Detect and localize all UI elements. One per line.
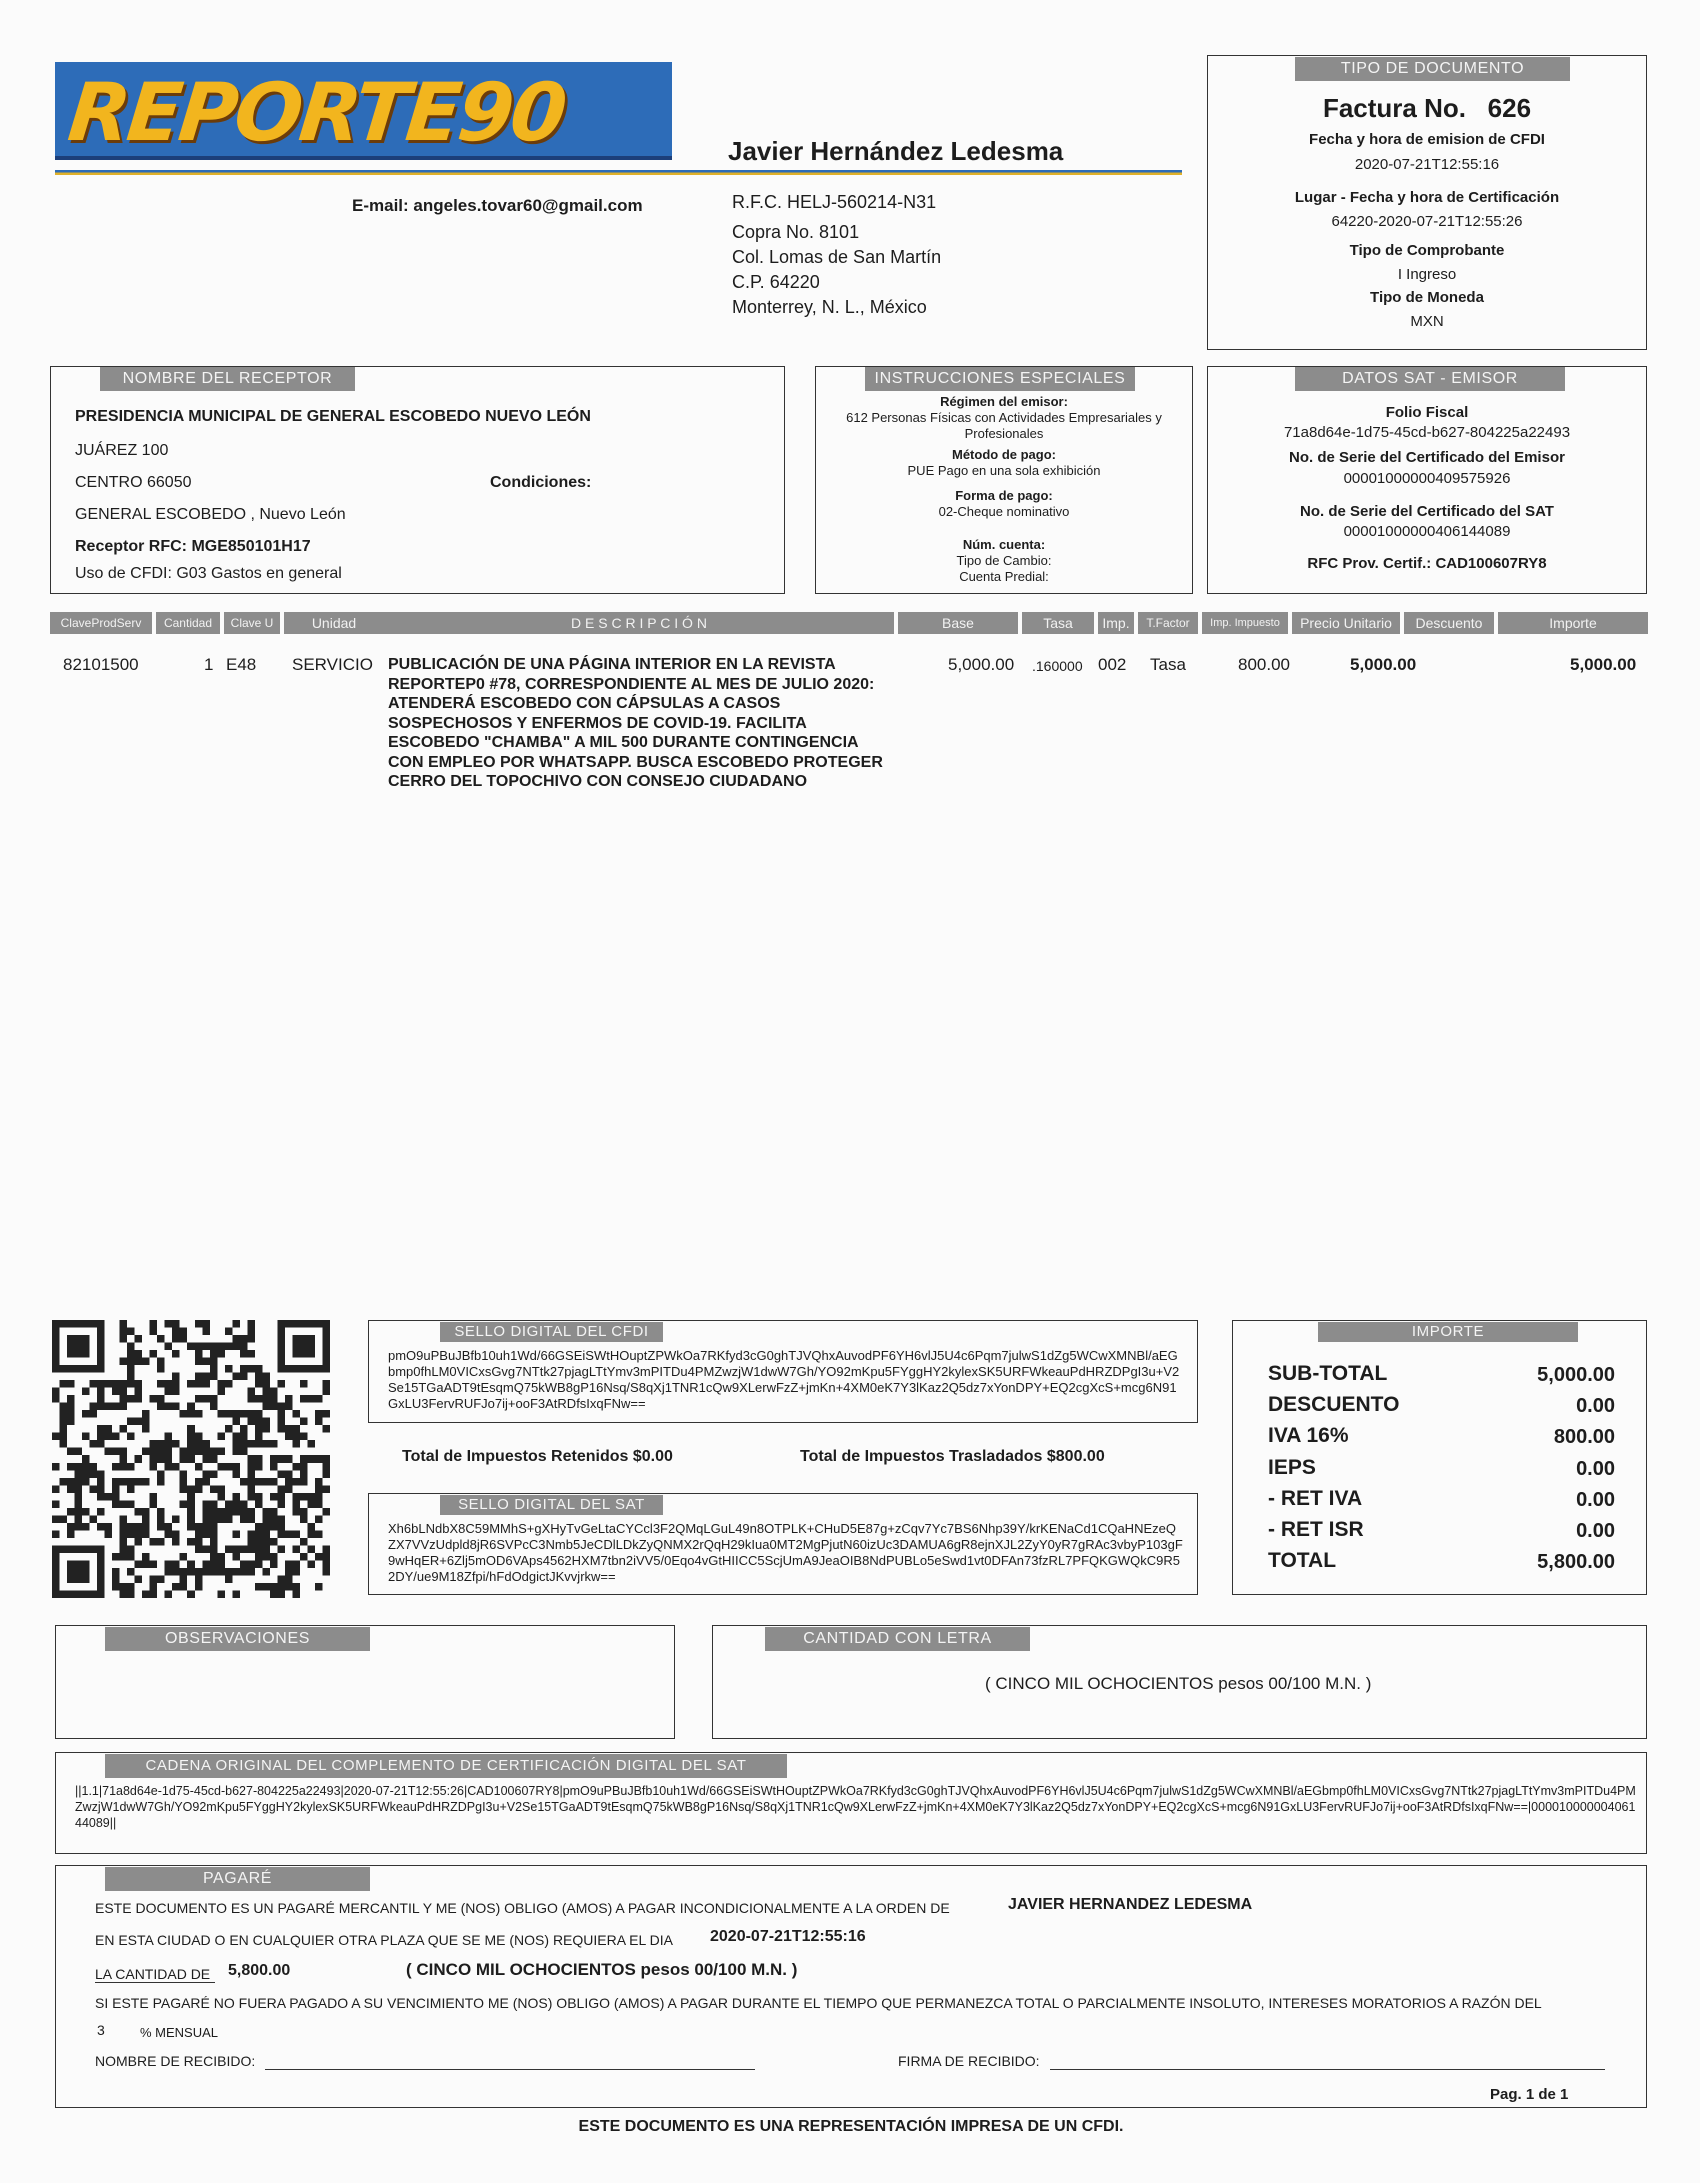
- receptor-name: PRESIDENCIA MUNICIPAL DE GENERAL ESCOBEDO NUEVO LEÓN: [75, 408, 591, 425]
- col-header-imp: Imp.: [1098, 612, 1134, 634]
- pagare-line1: ESTE DOCUMENTO ES UN PAGARÉ MERCANTIL Y ME (NOS) OBLIGO (AMOS) A PAGAR INCONDICIONALMENTE A LA ORDEN DE: [95, 1900, 950, 1916]
- emisor-email: E-mail: angeles.tovar60@gmail.com: [352, 196, 643, 215]
- header-rule: [55, 170, 1182, 175]
- row-tasa: .160000: [1032, 658, 1083, 674]
- col-header-precio: Precio Unitario: [1292, 612, 1400, 634]
- ret-isr-label: - RET ISR: [1268, 1518, 1364, 1541]
- observaciones-tab: OBSERVACIONES: [105, 1627, 370, 1651]
- emisor-city: Monterrey, N. L., México: [732, 297, 927, 317]
- emisor-cp: C.P. 64220: [732, 272, 820, 292]
- ieps-label: IEPS: [1268, 1456, 1316, 1479]
- emisor-rfc: R.F.C. HELJ-560214-N31: [732, 192, 937, 212]
- serie-emisor-label: No. de Serie del Certificado del Emisor: [1289, 449, 1565, 466]
- pagare-firma-label: FIRMA DE RECIBIDO:: [898, 2053, 1040, 2069]
- col-header-tasa: Tasa: [1022, 612, 1094, 634]
- serie-emisor-value: 00001000000409575926: [1343, 470, 1511, 487]
- row-tfactor: Tasa: [1150, 655, 1186, 674]
- regimen-value: 612 Personas Físicas con Actividades Empresariales y Profesionales: [846, 410, 1162, 441]
- tipo-documento-tab: TIPO DE DOCUMENTO: [1295, 57, 1570, 81]
- iva-value: 800.00: [1553, 1426, 1615, 1448]
- predial-label: Cuenta Predial:: [959, 569, 1049, 584]
- metodo-value: PUE Pago en una sola exhibición: [907, 463, 1101, 478]
- col-header-descuento: Descuento: [1404, 612, 1494, 634]
- sello-cfdi-tab: SELLO DIGITAL DEL CFDI: [440, 1322, 663, 1342]
- moneda-value: MXN: [1410, 313, 1444, 330]
- cantidad-letra-text: ( CINCO MIL OCHOCIENTOS pesos 00/100 M.N. ): [985, 1674, 1372, 1693]
- importe-tab: IMPORTE: [1318, 1322, 1578, 1342]
- folio-label: Folio Fiscal: [1385, 404, 1469, 421]
- pagare-cantidad: 5,800.00: [228, 1962, 291, 1979]
- col-header-clave-u: Clave U: [224, 612, 280, 634]
- col-header-unidad: Unidad: [284, 612, 384, 634]
- cambio-label: Tipo de Cambio:: [956, 553, 1052, 568]
- col-header-descripcion: D E S C R I P C I Ó N: [384, 612, 894, 634]
- receptor-uso-cfdi: Uso de CFDI: G03 Gastos en general: [75, 565, 342, 582]
- qr-code: [52, 1320, 330, 1598]
- emisor-name: Javier Hernández Ledesma: [728, 136, 1064, 166]
- cadena-text: ||1.1|71a8d64e-1d75-45cd-b627-804225a22493|2020-07-21T12:55:26|CAD100607RY8|pmO9uPBuJBfb10uh1Wd/66GSEiSWtHOuptZPWkOa7RKfyd3cG0ghTJVQhxAuvodPF6YH6vlJ5U4c6Pqm7julwS1dZg5WCwXMNBl/aEGbmp0fhLM0VICxsGvg7NTtk27pjagLTtYmv3mPITDu4PMZwzjW1dwW7Gh/YO92mKpu5FYggHY2kylexSK5URFWkeauPdHRZDPgI3u+V2Se15TGaADT9tEsqmQ75kWB8gP16Nsq/S8qXj1TNR1cQw9XLerwFzZ+jmKn+4XM0eK7Y3lKaz2Q5dz7xYonDPY+EQ2cgXcS+mcg6N91GxLU3FervRUFJo7ij+ooF3AtRDfsIxqFNw==|00001000000406144089||: [75, 1784, 1636, 1830]
- total-label: TOTAL: [1268, 1549, 1337, 1572]
- instrucciones-tab: INSTRUCCIONES ESPECIALES: [865, 367, 1135, 391]
- impuestos-trasladados: Total de Impuestos Trasladados $800.00: [800, 1448, 1105, 1465]
- row-unidad: SERVICIO: [292, 655, 373, 674]
- pagare-tasa-label: % MENSUAL: [140, 2025, 219, 2040]
- serie-sat-value: 00001000000406144089: [1343, 523, 1511, 540]
- factura-line: [1207, 93, 1647, 124]
- pagare-nombre-line: [265, 2069, 755, 2070]
- descuento-value: 0.00: [1576, 1395, 1615, 1417]
- col-header-clave: ClaveProdServ: [50, 612, 152, 634]
- pagare-cantidad-letra: ( CINCO MIL OCHOCIENTOS pesos 00/100 M.N. ): [406, 1960, 798, 1979]
- serie-sat-label: No. de Serie del Certificado del SAT: [1300, 503, 1554, 520]
- ieps-value: 0.00: [1576, 1458, 1615, 1480]
- emisor-colony: Col. Lomas de San Martín: [732, 247, 942, 267]
- factura-label: Factura No.: [1322, 93, 1466, 123]
- sello-sat-tab: SELLO DIGITAL DEL SAT: [440, 1495, 663, 1515]
- cuenta-label: Núm. cuenta:: [962, 537, 1046, 552]
- row-precio: 5,000.00: [1350, 655, 1417, 674]
- receptor-rfc: Receptor RFC: MGE850101H17: [75, 538, 311, 555]
- pagare-fecha: 2020-07-21T12:55:16: [710, 1928, 866, 1945]
- impuestos-retenidos: Total de Impuestos Retenidos $0.00: [402, 1448, 673, 1465]
- moneda-label: Tipo de Moneda: [1370, 289, 1484, 306]
- row-impuesto: 800.00: [1238, 655, 1290, 674]
- sat-emisor-tab: DATOS SAT - EMISOR: [1295, 367, 1565, 391]
- footer-note: ESTE DOCUMENTO ES UNA REPRESENTACIÓN IMPRESA DE UN CFDI.: [578, 2118, 1124, 2135]
- receptor-street: JUÁREZ 100: [75, 442, 169, 459]
- receptor-tab: NOMBRE DEL RECEPTOR: [100, 367, 355, 391]
- pagare-cantidad-line: [95, 1982, 215, 1983]
- rfc-prov-certif: RFC Prov. Certif.: CAD100607RY8: [1307, 555, 1547, 572]
- row-imp: 002: [1098, 655, 1127, 674]
- comprobante-value: I Ingreso: [1397, 266, 1457, 283]
- row-base: 5,000.00: [948, 655, 1015, 674]
- factura-number: 626: [1487, 93, 1532, 123]
- pagare-cantidad-label: LA CANTIDAD DE: [95, 1966, 211, 1982]
- folio-value: 71a8d64e-1d75-45cd-b627-804225a22493: [1283, 424, 1571, 441]
- forma-label: Forma de pago:: [955, 488, 1053, 503]
- pagare-beneficiario: JAVIER HERNANDEZ LEDESMA: [1008, 1896, 1253, 1913]
- col-header-imp-impuesto: Imp. Impuesto: [1202, 612, 1288, 634]
- total-value: 5,800.00: [1537, 1551, 1615, 1573]
- cadena-tab: CADENA ORIGINAL DEL COMPLEMENTO DE CERTIFICACIÓN DIGITAL DEL SAT: [105, 1754, 787, 1778]
- pagare-firma-line: [1050, 2069, 1605, 2070]
- row-importe: 5,000.00: [1570, 655, 1637, 674]
- col-header-tfactor: T.Factor: [1138, 612, 1198, 634]
- pagare-nombre-label: NOMBRE DE RECIBIDO:: [95, 2053, 256, 2069]
- ret-isr-value: 0.00: [1576, 1520, 1615, 1542]
- emisor-street: Copra No. 8101: [732, 222, 860, 242]
- row-clave-u: E48: [226, 655, 257, 674]
- pagare-line3: SI ESTE PAGARÉ NO FUERA PAGADO A SU VENCIMIENTO ME (NOS) OBLIGO (AMOS) A PAGAR DURANTE EL TIEMPO QUE PERMANEZCA TOTAL O PARCIALMENTE INSOLUTO, INTERESES MORATORIOS A RAZÓN DEL: [95, 1995, 1542, 2011]
- receptor-condiciones: Condiciones:: [490, 474, 592, 491]
- page-number: Pag. 1 de 1: [1490, 2086, 1569, 2103]
- fecha-emision-label: Fecha y hora de emision de CFDI: [1309, 131, 1545, 148]
- lugar-value: 64220-2020-07-21T12:55:26: [1331, 213, 1523, 230]
- subtotal-value: 5,000.00: [1537, 1364, 1615, 1386]
- metodo-label: Método de pago:: [952, 447, 1056, 462]
- logo-banner: [55, 62, 672, 160]
- pagare-line2: EN ESTA CIUDAD O EN CUALQUIER OTRA PLAZA QUE SE ME (NOS) REQUIERA EL DIA: [95, 1932, 674, 1948]
- descuento-label: DESCUENTO: [1268, 1393, 1400, 1416]
- logo-text: REPORTE90: [64, 66, 569, 159]
- sello-cfdi-text: pmO9uPBuJBfb10uh1Wd/66GSEiSWtHOuptZPWkOa7RKfyd3cG0ghTJVQhxAuvodPF6YH6vlJ5U4c6Pqm7julwS1dZg5WCwXMNBl/aEGbmp0fhLM0VICxsGvg7NTtk27pjagLTtYmv3mPITDu4PMZwzjW1dwW7Gh/YO92mKpu5FYggHY2kylexSK5URFWkeauPdHRZDPgI3u+V2Se15TGaADT9tEsqmQ75kWB8gP16Nsq/S8qXj1TNR1cQw9XLerwFzZ+jmKn+4XM0eK7Y3lKaz2Q5dz7xYonDPY+EQ2cgXcS+mcg6N91GxLU3FervRUFJo7ij+ooF3AtRDfsIxqFNw==: [388, 1348, 1180, 1411]
- subtotal-label: SUB-TOTAL: [1268, 1362, 1388, 1385]
- ret-iva-label: - RET IVA: [1268, 1487, 1363, 1510]
- row-clave: 82101500: [63, 655, 139, 674]
- lugar-label: Lugar - Fecha y hora de Certificación: [1294, 189, 1560, 206]
- col-header-base: Base: [898, 612, 1018, 634]
- col-header-cantidad: Cantidad: [156, 612, 220, 634]
- receptor-centro: CENTRO 66050: [75, 474, 192, 491]
- receptor-city: GENERAL ESCOBEDO , Nuevo León: [75, 506, 346, 523]
- sello-sat-text: Xh6bLNdbX8C59MMhS+gXHyTvGeLtaCYCcl3F2QMqLGuL49n8OTPLK+CHuD5E87g+zCqv7Yc7BS6Nhp39Y/krKENaCd1CQaHNEzeQZX7VVzUdpld8jR6SVPcC3Nmb5JeCDlLDkZyQNMX2rQqH29kIua0MT2MgPjutN60izUc3DAMUA6gR8ejnXJL2ZyY0yR7gRAc3vbyP103gF9wHqER+6Zlj5mOD6VAps4562HXM7tbn2iVV5/0Eqo4vGtHIICC5ScjUmA9JeaOIB8NdPUBLo5eSwd1vt0DFAn73fzRL7PFQKGWQkC9R52DY/ue9M18Zfpi/hFdOdgictJKvvjrkw==: [388, 1521, 1183, 1584]
- iva-label: IVA 16%: [1268, 1424, 1349, 1447]
- col-header-importe: Importe: [1498, 612, 1648, 634]
- row-cantidad: 1: [204, 655, 214, 674]
- pagare-tasa: 3: [97, 2022, 105, 2038]
- cantidad-letra-tab: CANTIDAD CON LETRA: [765, 1627, 1030, 1651]
- regimen-label: Régimen del emisor:: [940, 394, 1068, 409]
- ret-iva-value: 0.00: [1576, 1489, 1615, 1511]
- comprobante-label: Tipo de Comprobante: [1349, 242, 1505, 259]
- forma-value: 02-Cheque nominativo: [938, 504, 1070, 519]
- fecha-emision: 2020-07-21T12:55:16: [1354, 156, 1500, 173]
- row-descripcion: PUBLICACIÓN DE UNA PÁGINA INTERIOR EN LA REVISTA REPORTEP0 #78, CORRESPONDIENTE AL MES DE JULIO 2020: ATENDERÁ ESCOBEDO CON CÁPSULAS A CASOS SOSPECHOSOS Y ENFERMOS DE COVID-19. FACILITA ESCOBEDO "CHAMBA" A MIL 500 DURANTE CONTINGENCIA CON EMPLEO POR WHATSAPP. BUSCA ESCOBEDO PROTEGER CERRO DEL TOPOCHIVO CON CONSEJO CIUDADANO: [388, 656, 883, 790]
- pagare-tab: PAGARÉ: [105, 1867, 370, 1891]
